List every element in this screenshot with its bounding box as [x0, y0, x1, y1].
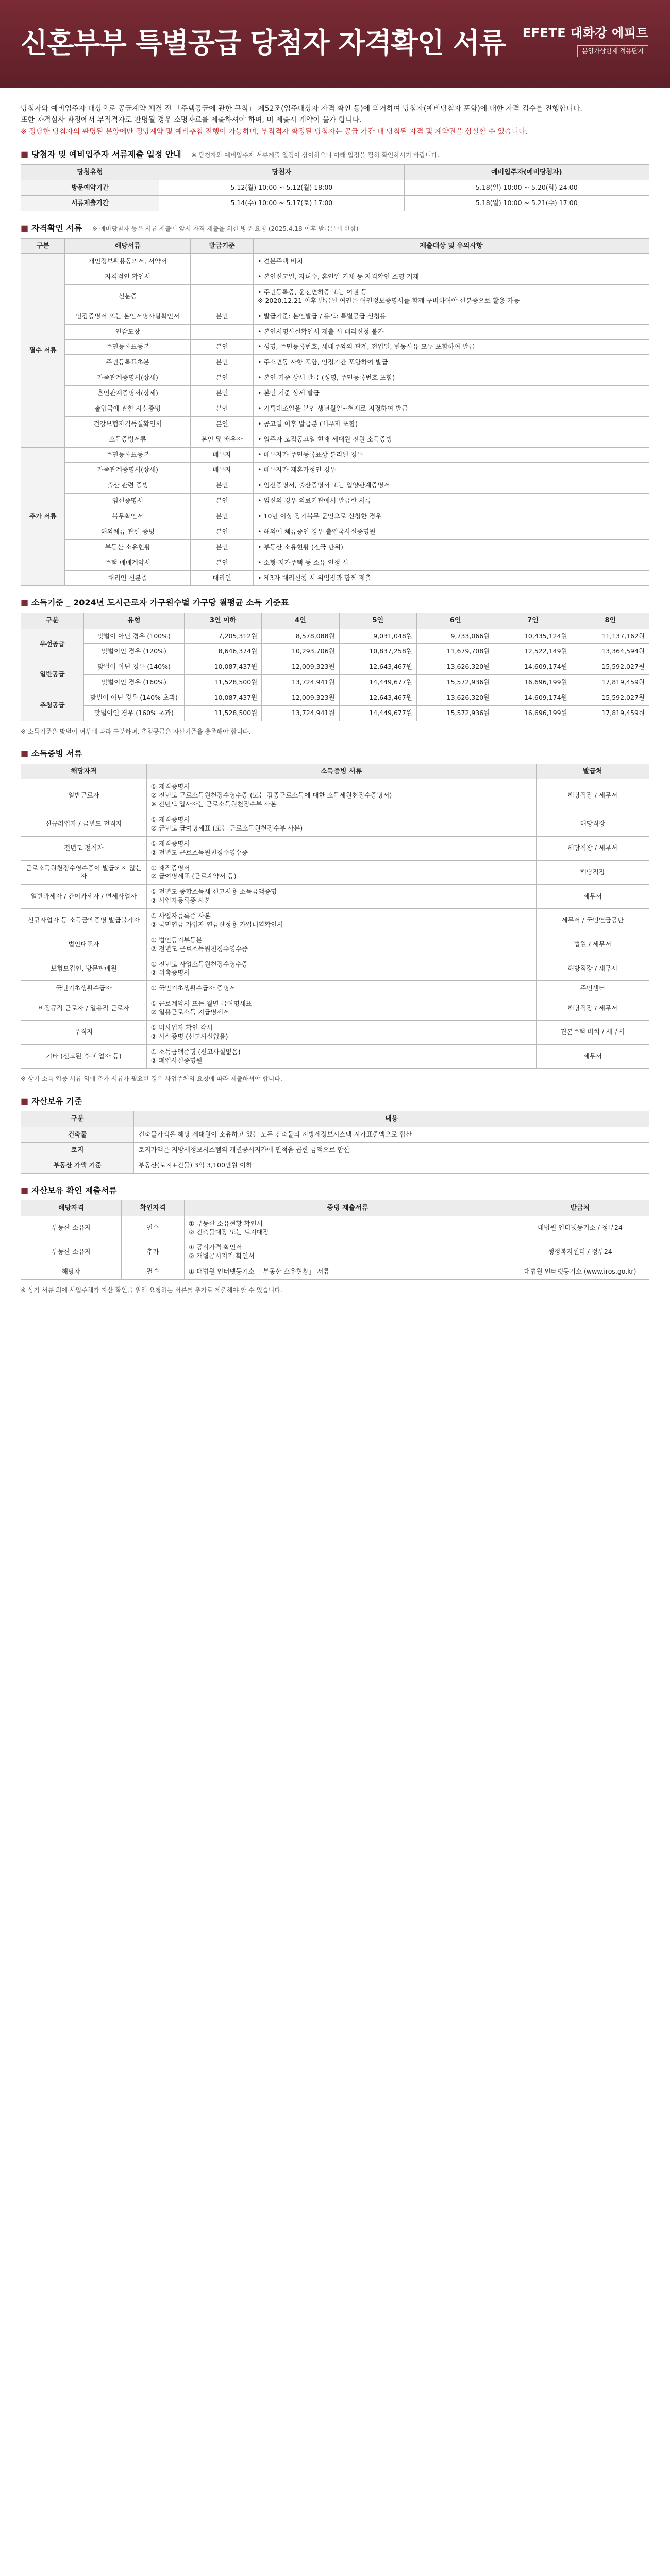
- table-row: 신분증 • 주민등록증, 운전면허증 또는 여권 등 ※ 2020.12.21 이후 발급된 여권은 여권정보증명서를 함께 구비하여야 신분증으로 활용 가능: [21, 284, 649, 309]
- asset-proof-table: 해당자격 확인자격 증빙 제출서류 발급처 부동산 소유자 필수 ① 부동산 소유현황 확인서 ② 건축물대장 또는 토지대장 대법원 인터넷등기소 / 정부24 부동산 소유자 추가 ① 공시가격 확인서 ② 개별공시지가 확인서 행정복지센터 / 정부24 해당자 필수 ① 대법원 인터넷등기소 「부동산 소유현황」 서류 대법원 인터넷등기소 (www.iros.go.kr): [21, 1200, 649, 1280]
- sec1-note: ※ 당첨자와 예비입주자 서류제출 일정이 상이하오니 아래 일정을 필히 확인하시기 바랍니다.: [191, 151, 440, 159]
- table-row: 해당자 필수 ① 대법원 인터넷등기소 「부동산 소유현황」 서류 대법원 인터넷등기소 (www.iros.go.kr): [21, 1264, 649, 1280]
- section-marker-icon: ■: [21, 1185, 29, 1195]
- table-row: 건축물 건축물가액은 해당 세대원이 소유하고 있는 모든 건축물의 지방세정보시스템 시가표준액으로 합산: [21, 1127, 649, 1142]
- group-label: 필수 서류: [21, 254, 65, 447]
- section-marker-icon: ■: [21, 1096, 29, 1106]
- table-row: 필수 서류 개인정보활용동의서, 서약서 • 견본주택 비치: [21, 254, 649, 269]
- brand-sub: 분양가상한제 적용단지: [577, 45, 648, 57]
- section-marker-icon: ■: [21, 223, 29, 233]
- schedule-header-reserve: 예비입주자(예비당첨자): [404, 164, 649, 180]
- table-row: 부동산 소유자 필수 ① 부동산 소유현황 확인서 ② 건축물대장 또는 토지대장 대법원 인터넷등기소 / 정부24: [21, 1216, 649, 1240]
- page-header: [0, 0, 670, 88]
- schedule-header-winner: 당첨자: [159, 164, 404, 180]
- section-marker-icon: ■: [21, 149, 29, 160]
- page-title: 신혼부부 특별공급 당첨자 자격확인 서류: [21, 27, 506, 59]
- income-proof-table: 해당자격 소득증빙 서류 발급처 일반근로자 ① 재직증명서 ② 전년도 근로소득원천징수영수증 (또는 갑종근로소득에 대한 소득세원천징수증명서) ※ 전년도 입사자는 근로소득원천징수부 사본 해당직장 / 세무서 신규취업자 / 금년도 전직자 ① 재직증명서 ② 금년도 급여명세표 (또는 근로소득원천징수부 사본) 해당직장 전년도 전직자 ① 재직증명서 ② 전년도 근로소득원천징수영수증 해당직장 / 세무서 근로소득원천징수영수증이 발급되지 않는 자 ① 재직증명서 ② 급여명세표 (근로계약서 등) 해당직장 일반과세자 / 간이과세자 / 면세사업자 ① 전년도 종합소득세 신고서용 소득금액증명 ② 사업자등록증 사본 세무서 신규사업자 등 소득금액증명 발급불가자 ① 사업자등록증 사본 ② 국민연금 가입자 연금산정용 가입내역확인서 세무서 / 국민연금공단 법인대표자 ① 법인등기부등본 ② 전년도 근로소득원천징수영수증 법원 / 세무서 보험모집인, 방문판매원 ① 전년도 사업소득원천징수영수증 ② 위촉증명서 해당직장 / 세무서 국민기초생활수급자 ① 국민기초생활수급자 증명서 주민센터 비정규직 근로자 / 일용직 근로자 ① 근로계약서 또는 월별 급여명세표 ② 일용근로소득 지급명세서 해당직장 / 세무서 무직자 ① 비사업자 확인 각서 ② 사실증명 (신고사실없음) 견본주택 비치 / 세무서 기타 (신고된 휴·폐업자 등) ① 소득금액증명 (신고사실없음) ② 폐업사실증명원 세무서: [21, 764, 649, 1069]
- table-row: 출산 관련 증빙 본인 • 임신증명서, 출산증명서 또는 입양관계증명서: [21, 478, 649, 494]
- table-row: 출입국에 관한 사실증명 본인 • 기록대조일을 본인 생년월일~현재로 지정하여 발급: [21, 401, 649, 416]
- table-row: 우선공급 맞벌이 아닌 경우 (100%) 7,205,312원 8,578,088원 9,031,048원 9,733,066원 10,435,124원 11,137,162원: [21, 629, 649, 644]
- table-row: 전년도 전직자 ① 재직증명서 ② 전년도 근로소득원천징수영수증 해당직장 / 세무서: [21, 836, 649, 860]
- table-row: 토지 토지가액은 지방세정보시스템의 개별공시지가에 면적을 곱한 금액으로 합산: [21, 1142, 649, 1158]
- sec5-title: ■ 자산보유 기준: [21, 1096, 82, 1106]
- sec4-title: ■ 소득증빙 서류: [21, 749, 82, 759]
- schedule-table: [21, 164, 649, 211]
- table-row: 임신증명서 본인 • 임신의 경우 의료기관에서 발급한 서류: [21, 494, 649, 509]
- table-row: 맞벌이인 경우 (160%) 11,528,500원 13,724,941원 14,449,677원 15,572,936원 16,696,199원 17,819,459원: [21, 675, 649, 690]
- table-row: 맞벌이인 경우 (160% 초과) 11,528,500원 13,724,941원 14,449,677원 15,572,936원 16,696,199원 17,819,459원: [21, 705, 649, 721]
- table-row: 맞벌이인 경우 (120%) 8,646,374원 10,293,706원 10,837,258원 11,679,708원 12,522,149원 13,364,594원: [21, 644, 649, 659]
- table-row: 주택 매매계약서 본인 • 소형·저가주택 등 소유 인정 시: [21, 555, 649, 570]
- table-row: 건강보험자격득실확인서 본인 • 공고일 이후 발급분 (배우자 포함): [21, 416, 649, 432]
- table-row: 추첨공급 맞벌이 아닌 경우 (140% 초과) 10,087,437원 12,009,323원 12,643,467원 13,626,320원 14,609,174원 15,592,027원: [21, 690, 649, 706]
- group-label: 추가 서류: [21, 447, 65, 586]
- intro-line-3: ※ 정당한 당첨자의 판명된 분양에만 정당계약 및 예비추첨 진행이 가능하며, 부적격자 확정된 당첨자는 공급 가간 내 당첨된 자격 및 계약권을 상실할 수 있습니다.: [21, 127, 528, 136]
- intro: [21, 103, 649, 138]
- table-row: 일반공급 맞벌이 아닌 경우 (140%) 10,087,437원 12,009,323원 12,643,467원 13,626,320원 14,609,174원 15,592,027원: [21, 659, 649, 675]
- table-row: 가족관계증명서(상세) 배우자 • 배우자가 재혼가정인 경우: [21, 463, 649, 478]
- table-row: 소득증빙서류 본인 및 배우자 • 입주자 모집공고일 현재 세대원 전원 소득증빙: [21, 432, 649, 447]
- table-row: 신규사업자 등 소득금액증명 발급불가자 ① 사업자등록증 사본 ② 국민연금 가입자 연금산정용 가입내역확인서 세무서 / 국민연금공단: [21, 909, 649, 933]
- table-row: 방문예약기간 5.12(월) 10:00 ~ 5.12(월) 18:00 5.18(일) 10:00 ~ 5.20(화) 24:00: [21, 180, 649, 196]
- table-row: 보험모집인, 방문판매원 ① 전년도 사업소득원천징수영수증 ② 위촉증명서 해당직장 / 세무서: [21, 957, 649, 981]
- table-row: 무직자 ① 비사업자 확인 각서 ② 사실증명 (신고사실없음) 견본주택 비치 / 세무서: [21, 1020, 649, 1044]
- table-row: 신규취업자 / 금년도 전직자 ① 재직증명서 ② 금년도 급여명세표 (또는 근로소득원천징수부 사본) 해당직장: [21, 812, 649, 837]
- table-row: 가족관계증명서(상세) 본인 • 본인 기준 상세 발급 (성명, 주민등록번호 포함): [21, 370, 649, 386]
- sec4-note: ※ 상기 소득 입증 서류 외에 추가 서류가 필요한 경우 사업주체의 요청에 따라 제출하셔야 합니다.: [21, 1075, 282, 1083]
- sec6-title: ■ 자산보유 확인 제출서류: [21, 1185, 117, 1195]
- qualification-docs-table: 구분 해당서류 발급기준 제출대상 및 유의사항 필수 서류 개인정보활용동의서, 서약서 • 견본주택 비치 자격검인 확인서 • 본인신고일, 자녀수, 혼인일 기재 등 자격확인 소명 기재 신분증 • 주민등록증, 운전면허증 또는 여권 등 ※ 2020.12.21 이후 발급된 여권은 여권정보증명서를 함께 구비하여야 신분증으로 활용 가능 인감증명서 또는 본인서명사실확인서 본인 • 발급기준: 본인발급 / 용도: 특별공급 신청용 인감도장 • 본인서명사실확인서 제출 시 대리신청 불가 주민등록표등본 본인 • 성명, 주민등록번호, 세대주와의 관계, 전입일, 변동사유 모두 포함하여 발급 주민등록표초본 본인 • 주소변동 사항 포함, 인정기간 포함하여 발급 가족관계증명서(상세) 본인 • 본인 기준 상세 발급 (성명, 주민등록번호 포함) 혼인관계증명서(상세) 본인 • 본인 기준 상세 발급 출입국에 관한 사실증명 본인 • 기록대조일을 본인 생년월일~현재로 지정하여 발급 건강보험자격득실확인서 본인 • 공고일 이후 발급분 (배우자 포함) 소득증빙서류 본인 및 배우자 • 입주자 모집공고일 현재 세대원 전원 소득증빙 추가 서류 주민등록표등본 배우자 • 배우자가 주민등록표상 분리된 경우 가족관계증명서(상세) 배우자 • 배우자가 재혼가정인 경우 출산 관련 증빙 본인 • 임신증명서, 출산증명서 또는 입양관계증명서 임신증명서 본인 • 임신의 경우 의료기관에서 발급한 서류 복무확인서 본인 • 10년 이상 장기복무 군인으로 신청한 경우 해외체류 관련 증빙 본인 • 해외에 체류중인 경우 출입국사실증명원 부동산 소유현황 본인 • 부동산 소유현황 (전국 단위) 주택 매매계약서 본인 • 소형·저가주택 등 소유 인정 시 대리인 신분증 대리인 • 제3자 대리신청 시 위임장과 함께 제출: [21, 238, 649, 586]
- table-row: 혼인관계증명서(상세) 본인 • 본인 기준 상세 발급: [21, 386, 649, 401]
- sec3-title: ■ 소득기준 _ 2024년 도시근로자 가구원수별 가구당 월평균 소득 기준표: [21, 598, 289, 608]
- brand-block: [523, 25, 648, 57]
- intro-line-2: 또한 자격심사 과정에서 부적격자로 판명될 경우 소명자료를 제출하셔야 하며, 미 제출시 계약이 불가 합니다.: [21, 116, 362, 125]
- table-row: 부동산 가액 기준 부동산(토지+건물) 3억 3,100만원 이하: [21, 1158, 649, 1173]
- table-row: 복무확인서 본인 • 10년 이상 장기복무 군인으로 신청한 경우: [21, 509, 649, 524]
- table-row: 인감도장 • 본인서명사실확인서 제출 시 대리신청 불가: [21, 324, 649, 340]
- table-row: 부동산 소유자 추가 ① 공시가격 확인서 ② 개별공시지가 확인서 행정복지센터 / 정부24: [21, 1240, 649, 1264]
- table-row: 부동산 소유현황 본인 • 부동산 소유현황 (전국 단위): [21, 539, 649, 555]
- asset-standard-table: 구분 내용 건축물 건축물가액은 해당 세대원이 소유하고 있는 모든 건축물의 지방세정보시스템 시가표준액으로 합산 토지 토지가액은 지방세정보시스템의 개별공시지가에 면적을 곱한 금액으로 합산 부동산 가액 기준 부동산(토지+건물) 3억 3,100만원 이하: [21, 1111, 649, 1173]
- table-row: 주민등록표등본 본인 • 성명, 주민등록번호, 세대주와의 관계, 전입일, 변동사유 모두 포함하여 발급: [21, 340, 649, 355]
- table-row: 추가 서류 주민등록표등본 배우자 • 배우자가 주민등록표상 분리된 경우: [21, 447, 649, 463]
- sec3-note: ※ 소득기준은 맞벌이 여부에 따라 구분하며, 추첨공급은 자산기준을 충족해야 합니다.: [21, 727, 251, 735]
- section-marker-icon: ■: [21, 598, 29, 608]
- table-row: 기타 (신고된 휴·폐업자 등) ① 소득금액증명 (신고사실없음) ② 폐업사실증명원 세무서: [21, 1044, 649, 1069]
- sec1-title: ■ 당첨자 및 예비입주자 서류제출 일정 안내 ※ 당첨자와 예비입주자 서류제출 일정이 상이하오니 아래 일정을 필히 확인하시기 바랍니다.: [21, 149, 440, 160]
- section-marker-icon: ■: [21, 749, 29, 759]
- table-row: 인감증명서 또는 본인서명사실확인서 본인 • 발급기준: 본인발급 / 용도: 특별공급 신청용: [21, 309, 649, 324]
- sec2-title: ■ 자격확인 서류 ※ 예비당첨자 등은 서류 제출에 앞서 자격 제출을 위한 방문 요청 (2025.4.18 이후 발급분에 한함): [21, 223, 359, 233]
- brand-name: EFETE 대화강 에피트: [522, 26, 648, 40]
- table-row: 서류제출기간 5.14(수) 10:00 ~ 5.17(토) 17:00 5.18(일) 10:00 ~ 5.21(수) 17:00: [21, 196, 649, 211]
- income-standard-table: 구분 유형 3인 이하 4인 5인 6인 7인 8인 우선공급 맞벌이 아닌 경우 (100%) 7,205,312원 8,578,088원 9,031,048원 9,733,066원 10,435,124원 11,137,162원 맞벌이인 경우 (120%) 8,646,374원 10,293,706원 10,837,258원 11,679,708원 12,522,149원 13,364,594원 일반공급 맞벌이 아닌 경우 (140%) 10,087,437원 12,009,323원 12,643,467원 13,626,320원 14,609,174원 15,592,027원 맞벌이인 경우 (160%) 11,528,500원 13,724,941원 14,449,677원 15,572,936원 16,696,199원 17,819,459원 추첨공급 맞벌이 아닌 경우 (140% 초과) 10,087,437원 12,009,323원 12,643,467원 13,626,320원 14,609,174원 15,592,027원 맞벌이인 경우 (160% 초과) 11,528,500원 13,724,941원 14,449,677원 15,572,936원 16,696,199원 17,819,459원: [21, 613, 649, 721]
- table-row: 법인대표자 ① 법인등기부등본 ② 전년도 근로소득원천징수영수증 법원 / 세무서: [21, 933, 649, 957]
- table-row: 해외체류 관련 증빙 본인 • 해외에 체류중인 경우 출입국사실증명원: [21, 524, 649, 539]
- table-row: 일반과세자 / 간이과세자 / 면세사업자 ① 전년도 종합소득세 신고서용 소득금액증명 ② 사업자등록증 사본 세무서: [21, 885, 649, 909]
- table-row: 근로소득원천징수영수증이 발급되지 않는 자 ① 재직증명서 ② 급여명세표 (근로계약서 등) 해당직장: [21, 860, 649, 885]
- table-row: 대리인 신분증 대리인 • 제3자 대리신청 시 위임장과 함께 제출: [21, 570, 649, 586]
- intro-line-1: 당첨자와 예비입주자 대상으로 공급계약 체결 전 「주택공급에 관한 규칙」 제52조(입주대상자 자격 확인 등)에 의거하여 당첨자(예비당첨자 포함)에 대한 자격 검수를 진행합니다.: [21, 105, 582, 113]
- table-row: 국민기초생활수급자 ① 국민기초생활수급자 증명서 주민센터: [21, 981, 649, 996]
- sec6-note: ※ 상기 서류 외에 사업주체가 자산 확인을 위해 요청하는 서류를 추가로 제출해야 할 수 있습니다.: [21, 1286, 282, 1294]
- table-row: 자격검인 확인서 • 본인신고일, 자녀수, 혼인일 기재 등 자격확인 소명 기재: [21, 269, 649, 285]
- table-row: 일반근로자 ① 재직증명서 ② 전년도 근로소득원천징수영수증 (또는 갑종근로소득에 대한 소득세원천징수증명서) ※ 전년도 입사자는 근로소득원천징수부 사본 해당직장 / 세무서: [21, 779, 649, 812]
- schedule-header-type: 당첨유형: [21, 164, 159, 180]
- table-row: 비정규직 근로자 / 일용직 근로자 ① 근로계약서 또는 월별 급여명세표 ② 일용근로소득 지급명세서 해당직장 / 세무서: [21, 996, 649, 1021]
- table-row: 주민등록표초본 본인 • 주소변동 사항 포함, 인정기간 포함하여 발급: [21, 355, 649, 370]
